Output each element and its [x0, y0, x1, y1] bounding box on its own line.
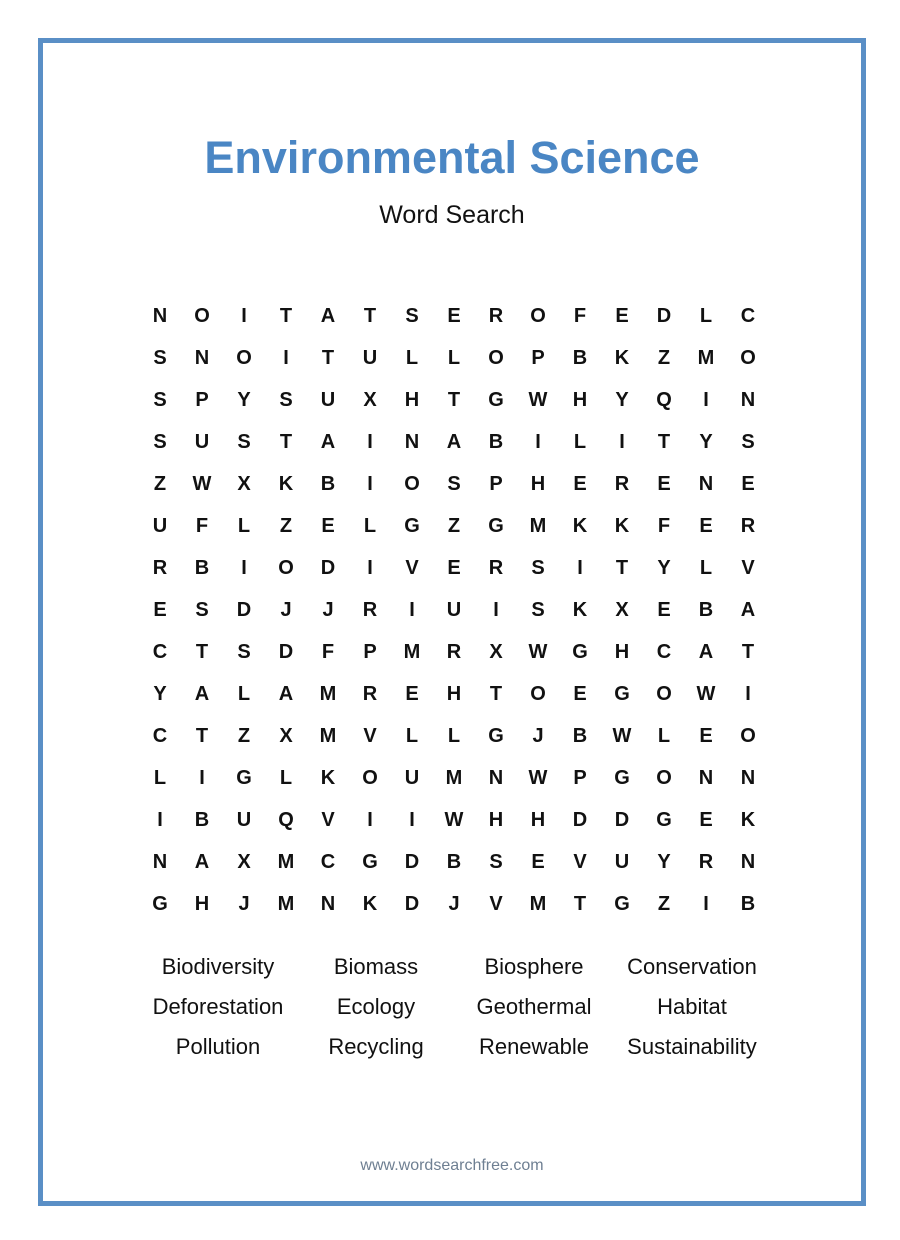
- grid-cell[interactable]: I: [409, 599, 415, 621]
- grid-cell[interactable]: W: [528, 767, 548, 789]
- grid-cell[interactable]: S: [489, 851, 503, 873]
- grid-cell[interactable]: L: [657, 725, 671, 747]
- word-list-item: Geothermal: [476, 994, 592, 1019]
- grid-cell[interactable]: S: [153, 347, 167, 369]
- grid-cell[interactable]: L: [447, 347, 461, 369]
- grid-cell[interactable]: G: [572, 641, 588, 663]
- grid-cell[interactable]: R: [362, 683, 378, 705]
- grid-cell[interactable]: U: [446, 599, 462, 621]
- grid-cell[interactable]: P: [489, 473, 503, 495]
- grid-cell[interactable]: B: [572, 347, 588, 369]
- grid-cell[interactable]: A: [740, 599, 756, 621]
- grid-cell[interactable]: N: [740, 767, 756, 789]
- grid-cell[interactable]: L: [699, 305, 713, 327]
- grid-cell[interactable]: G: [614, 683, 630, 705]
- word-list-item: Ecology: [336, 994, 416, 1019]
- grid-cell[interactable]: S: [153, 389, 167, 411]
- grid-cell[interactable]: K: [614, 347, 630, 369]
- grid-cell[interactable]: E: [741, 473, 755, 495]
- grid-cell[interactable]: H: [614, 641, 630, 663]
- grid-cell[interactable]: I: [619, 431, 625, 453]
- word-list: [139, 947, 771, 1067]
- grid-cell[interactable]: T: [741, 641, 755, 663]
- grid-cell[interactable]: T: [195, 725, 209, 747]
- grid-cell[interactable]: S: [531, 557, 545, 579]
- grid-cell[interactable]: N: [152, 851, 168, 873]
- grid-cell[interactable]: J: [238, 893, 250, 915]
- grid-cell[interactable]: F: [573, 305, 587, 327]
- grid-cell[interactable]: X: [363, 389, 377, 411]
- grid-cell[interactable]: D: [236, 599, 252, 621]
- grid-cell[interactable]: E: [699, 809, 713, 831]
- grid-cell[interactable]: F: [657, 515, 671, 537]
- footer-url[interactable]: www.wordsearchfree.com: [360, 1157, 544, 1174]
- grid-cell[interactable]: X: [237, 851, 251, 873]
- worksheet-page: [38, 38, 866, 1206]
- grid-cell[interactable]: W: [612, 725, 632, 747]
- grid-cell[interactable]: M: [529, 893, 547, 915]
- grid-cell[interactable]: I: [493, 599, 499, 621]
- grid-cell[interactable]: H: [404, 389, 420, 411]
- grid-cell[interactable]: L: [279, 767, 293, 789]
- grid-cell[interactable]: G: [614, 893, 630, 915]
- grid-cell[interactable]: I: [577, 557, 583, 579]
- grid-cell[interactable]: K: [740, 809, 756, 831]
- grid-cell[interactable]: U: [320, 389, 336, 411]
- word-list-item: Habitat: [657, 994, 727, 1019]
- grid-cell[interactable]: F: [195, 515, 209, 537]
- grid-cell[interactable]: R: [488, 557, 504, 579]
- grid-cell[interactable]: N: [404, 431, 420, 453]
- grid-cell[interactable]: U: [614, 851, 630, 873]
- grid-cell[interactable]: S: [279, 389, 293, 411]
- grid-cell[interactable]: I: [535, 431, 541, 453]
- grid-cell[interactable]: I: [367, 473, 373, 495]
- grid-cell[interactable]: Z: [237, 725, 251, 747]
- grid-cell[interactable]: O: [656, 683, 672, 705]
- grid-cell[interactable]: T: [321, 347, 335, 369]
- grid-cell[interactable]: G: [488, 515, 504, 537]
- grid-cell[interactable]: D: [656, 305, 672, 327]
- page-subtitle: Word Search: [379, 201, 525, 229]
- grid-cell[interactable]: H: [530, 473, 546, 495]
- grid-cell[interactable]: I: [367, 809, 373, 831]
- grid-cell[interactable]: T: [279, 305, 293, 327]
- grid-cell[interactable]: X: [279, 725, 293, 747]
- grid-cell[interactable]: P: [195, 389, 209, 411]
- grid-cell[interactable]: J: [448, 893, 460, 915]
- grid-cell[interactable]: A: [320, 431, 336, 453]
- grid-cell[interactable]: B: [446, 851, 462, 873]
- grid-cell[interactable]: A: [446, 431, 462, 453]
- grid-cell[interactable]: E: [447, 557, 461, 579]
- grid-cell[interactable]: H: [488, 809, 504, 831]
- grid-cell[interactable]: S: [447, 473, 461, 495]
- grid-cell[interactable]: R: [698, 851, 714, 873]
- grid-cell[interactable]: V: [363, 725, 377, 747]
- grid-cell[interactable]: W: [192, 473, 212, 495]
- grid-cell[interactable]: M: [277, 851, 295, 873]
- grid-cell[interactable]: I: [745, 683, 751, 705]
- grid-cell[interactable]: X: [489, 641, 503, 663]
- grid-cell[interactable]: Y: [657, 557, 671, 579]
- grid-cell[interactable]: D: [404, 893, 420, 915]
- grid-cell[interactable]: D: [572, 809, 588, 831]
- grid-cell[interactable]: R: [488, 305, 504, 327]
- grid-cell[interactable]: T: [573, 893, 587, 915]
- grid-cell[interactable]: C: [320, 851, 336, 873]
- grid-cell[interactable]: R: [614, 473, 630, 495]
- grid-cell[interactable]: A: [698, 641, 714, 663]
- grid-cell[interactable]: G: [488, 389, 504, 411]
- grid-cell[interactable]: C: [152, 725, 168, 747]
- grid-cell[interactable]: O: [656, 767, 672, 789]
- grid-cell[interactable]: T: [615, 557, 629, 579]
- grid-cell[interactable]: L: [153, 767, 167, 789]
- grid-cell[interactable]: O: [740, 725, 756, 747]
- grid-cell[interactable]: Y: [153, 683, 167, 705]
- grid-cell[interactable]: S: [237, 431, 251, 453]
- grid-cell[interactable]: V: [573, 851, 587, 873]
- page-title: Environmental Science: [204, 132, 700, 183]
- grid-cell[interactable]: M: [445, 767, 463, 789]
- grid-cell[interactable]: C: [740, 305, 756, 327]
- grid-cell[interactable]: B: [194, 557, 210, 579]
- grid-cell[interactable]: B: [698, 599, 714, 621]
- grid-cell[interactable]: Z: [153, 473, 167, 495]
- grid-cell[interactable]: T: [489, 683, 503, 705]
- grid-cell[interactable]: V: [741, 557, 755, 579]
- grid-cell[interactable]: L: [405, 725, 419, 747]
- grid-cell[interactable]: Y: [615, 389, 629, 411]
- grid-cell[interactable]: Z: [447, 515, 461, 537]
- grid-cell[interactable]: W: [528, 389, 548, 411]
- grid-cell[interactable]: U: [194, 431, 210, 453]
- grid-cell[interactable]: E: [531, 851, 545, 873]
- grid-cell[interactable]: V: [321, 809, 335, 831]
- grid-cell[interactable]: D: [278, 641, 294, 663]
- grid-cell[interactable]: E: [615, 305, 629, 327]
- grid-cell[interactable]: U: [404, 767, 420, 789]
- grid-cell[interactable]: J: [532, 725, 544, 747]
- grid-cell[interactable]: O: [404, 473, 420, 495]
- grid-cell[interactable]: T: [195, 641, 209, 663]
- grid-cell[interactable]: C: [152, 641, 168, 663]
- grid-cell[interactable]: B: [572, 725, 588, 747]
- grid-cell[interactable]: H: [530, 809, 546, 831]
- grid-cell[interactable]: N: [698, 473, 714, 495]
- grid-cell[interactable]: G: [404, 515, 420, 537]
- grid-cell[interactable]: E: [405, 683, 419, 705]
- grid-cell[interactable]: O: [530, 305, 546, 327]
- grid-cell[interactable]: R: [446, 641, 462, 663]
- grid-cell[interactable]: B: [320, 473, 336, 495]
- word-list-item: Conservation: [627, 954, 757, 979]
- grid-cell[interactable]: N: [320, 893, 336, 915]
- grid-cell[interactable]: K: [572, 599, 588, 621]
- grid-cell[interactable]: D: [320, 557, 336, 579]
- grid-cell[interactable]: A: [194, 851, 210, 873]
- grid-cell[interactable]: O: [362, 767, 378, 789]
- grid-cell[interactable]: L: [573, 431, 587, 453]
- grid-cell[interactable]: Y: [657, 851, 671, 873]
- grid-cell[interactable]: H: [194, 893, 210, 915]
- grid-cell[interactable]: K: [278, 473, 294, 495]
- grid-cell[interactable]: S: [153, 431, 167, 453]
- grid-cell[interactable]: U: [362, 347, 378, 369]
- grid-cell[interactable]: I: [283, 347, 289, 369]
- grid-cell[interactable]: U: [236, 809, 252, 831]
- grid-cell[interactable]: O: [530, 683, 546, 705]
- grid-cell[interactable]: M: [319, 725, 337, 747]
- grid-cell[interactable]: E: [321, 515, 335, 537]
- word-list-item: Renewable: [478, 1034, 590, 1059]
- grid-cell[interactable]: D: [614, 809, 630, 831]
- grid-cell[interactable]: I: [241, 557, 247, 579]
- grid-cell[interactable]: E: [153, 599, 167, 621]
- grid-cell[interactable]: A: [278, 683, 294, 705]
- grid-cell[interactable]: Q: [278, 809, 294, 831]
- grid-cell[interactable]: I: [703, 389, 709, 411]
- grid-cell[interactable]: E: [657, 599, 671, 621]
- grid-cell[interactable]: I: [367, 431, 373, 453]
- grid-cell[interactable]: N: [152, 305, 168, 327]
- grid-cell[interactable]: T: [657, 431, 671, 453]
- grid-cell[interactable]: M: [319, 683, 337, 705]
- grid-cell[interactable]: G: [488, 725, 504, 747]
- grid-cell[interactable]: G: [656, 809, 672, 831]
- grid-cell[interactable]: L: [699, 557, 713, 579]
- grid-cell[interactable]: Y: [237, 389, 251, 411]
- grid-cell[interactable]: T: [363, 305, 377, 327]
- grid-cell[interactable]: E: [657, 473, 671, 495]
- grid-cell[interactable]: U: [152, 515, 168, 537]
- grid-cell[interactable]: G: [236, 767, 252, 789]
- grid-cell[interactable]: K: [572, 515, 588, 537]
- grid-cell[interactable]: O: [236, 347, 252, 369]
- grid-cell[interactable]: E: [573, 683, 587, 705]
- grid-cell[interactable]: K: [614, 515, 630, 537]
- grid-cell[interactable]: G: [614, 767, 630, 789]
- grid-cell[interactable]: N: [194, 347, 210, 369]
- grid-cell[interactable]: W: [696, 683, 716, 705]
- grid-cell[interactable]: Q: [656, 389, 672, 411]
- grid-cell[interactable]: G: [362, 851, 378, 873]
- grid-cell[interactable]: Y: [699, 431, 713, 453]
- grid-cell[interactable]: S: [237, 641, 251, 663]
- grid-cell[interactable]: V: [405, 557, 419, 579]
- grid-cell[interactable]: S: [405, 305, 419, 327]
- grid-cell[interactable]: P: [531, 347, 545, 369]
- grid-cell[interactable]: J: [280, 599, 292, 621]
- grid-cell[interactable]: M: [403, 641, 421, 663]
- grid-cell[interactable]: J: [322, 599, 334, 621]
- grid-cell[interactable]: S: [531, 599, 545, 621]
- grid-cell[interactable]: S: [741, 431, 755, 453]
- grid-cell[interactable]: L: [237, 683, 251, 705]
- grid-cell[interactable]: R: [152, 557, 168, 579]
- grid-cell[interactable]: E: [699, 725, 713, 747]
- grid-cell[interactable]: E: [447, 305, 461, 327]
- grid-cell[interactable]: X: [615, 599, 629, 621]
- grid-cell[interactable]: K: [362, 893, 378, 915]
- grid-cell[interactable]: W: [528, 641, 548, 663]
- word-list-item: Biodiversity: [161, 954, 275, 979]
- grid-cell[interactable]: A: [320, 305, 336, 327]
- word-list-item: Biomass: [333, 954, 419, 979]
- grid-cell[interactable]: O: [278, 557, 294, 579]
- grid-cell[interactable]: G: [152, 893, 168, 915]
- grid-cell[interactable]: P: [363, 641, 377, 663]
- grid-cell[interactable]: T: [279, 431, 293, 453]
- grid-cell[interactable]: B: [488, 431, 504, 453]
- grid-cell[interactable]: M: [697, 347, 715, 369]
- grid-cell[interactable]: K: [320, 767, 336, 789]
- grid-cell[interactable]: I: [409, 809, 415, 831]
- grid-cell[interactable]: Z: [279, 515, 293, 537]
- grid-cell[interactable]: O: [194, 305, 210, 327]
- grid-cell[interactable]: C: [656, 641, 672, 663]
- grid-cell[interactable]: I: [703, 893, 709, 915]
- grid-cell[interactable]: N: [488, 767, 504, 789]
- letter-grid: [139, 295, 769, 925]
- grid-cell[interactable]: N: [698, 767, 714, 789]
- word-list-item: Recycling: [328, 1034, 424, 1059]
- grid-cell[interactable]: I: [157, 809, 163, 831]
- grid-cell[interactable]: S: [195, 599, 209, 621]
- grid-cell[interactable]: I: [199, 767, 205, 789]
- grid-cell[interactable]: Z: [657, 893, 671, 915]
- grid-cell[interactable]: O: [488, 347, 504, 369]
- grid-cell[interactable]: Z: [657, 347, 671, 369]
- grid-cell[interactable]: F: [321, 641, 335, 663]
- grid-cell[interactable]: N: [740, 389, 756, 411]
- grid-cell[interactable]: X: [237, 473, 251, 495]
- word-list-item: Biosphere: [484, 954, 584, 979]
- word-list-item: Deforestation: [152, 994, 284, 1019]
- grid-cell[interactable]: R: [740, 515, 756, 537]
- grid-cell[interactable]: I: [241, 305, 247, 327]
- word-list-item: Pollution: [175, 1034, 261, 1059]
- word-list-item: Sustainability: [627, 1034, 757, 1059]
- grid-cell[interactable]: L: [405, 347, 419, 369]
- grid-cell[interactable]: D: [404, 851, 420, 873]
- grid-cell[interactable]: M: [529, 515, 547, 537]
- grid-cell[interactable]: H: [446, 683, 462, 705]
- grid-cell[interactable]: P: [573, 767, 587, 789]
- grid-cell[interactable]: L: [363, 515, 377, 537]
- grid-cell[interactable]: L: [237, 515, 251, 537]
- grid-cell[interactable]: M: [277, 893, 295, 915]
- grid-cell[interactable]: B: [740, 893, 756, 915]
- grid-cell[interactable]: V: [489, 893, 503, 915]
- grid-cell[interactable]: A: [194, 683, 210, 705]
- grid-cell[interactable]: H: [572, 389, 588, 411]
- grid-cell[interactable]: I: [367, 557, 373, 579]
- grid-cell[interactable]: O: [740, 347, 756, 369]
- grid-cell[interactable]: W: [444, 809, 464, 831]
- grid-cell[interactable]: E: [573, 473, 587, 495]
- grid-cell[interactable]: T: [447, 389, 461, 411]
- grid-cell[interactable]: N: [740, 851, 756, 873]
- grid-cell[interactable]: L: [447, 725, 461, 747]
- grid-cell[interactable]: E: [699, 515, 713, 537]
- grid-cell[interactable]: R: [362, 599, 378, 621]
- grid-cell[interactable]: B: [194, 809, 210, 831]
